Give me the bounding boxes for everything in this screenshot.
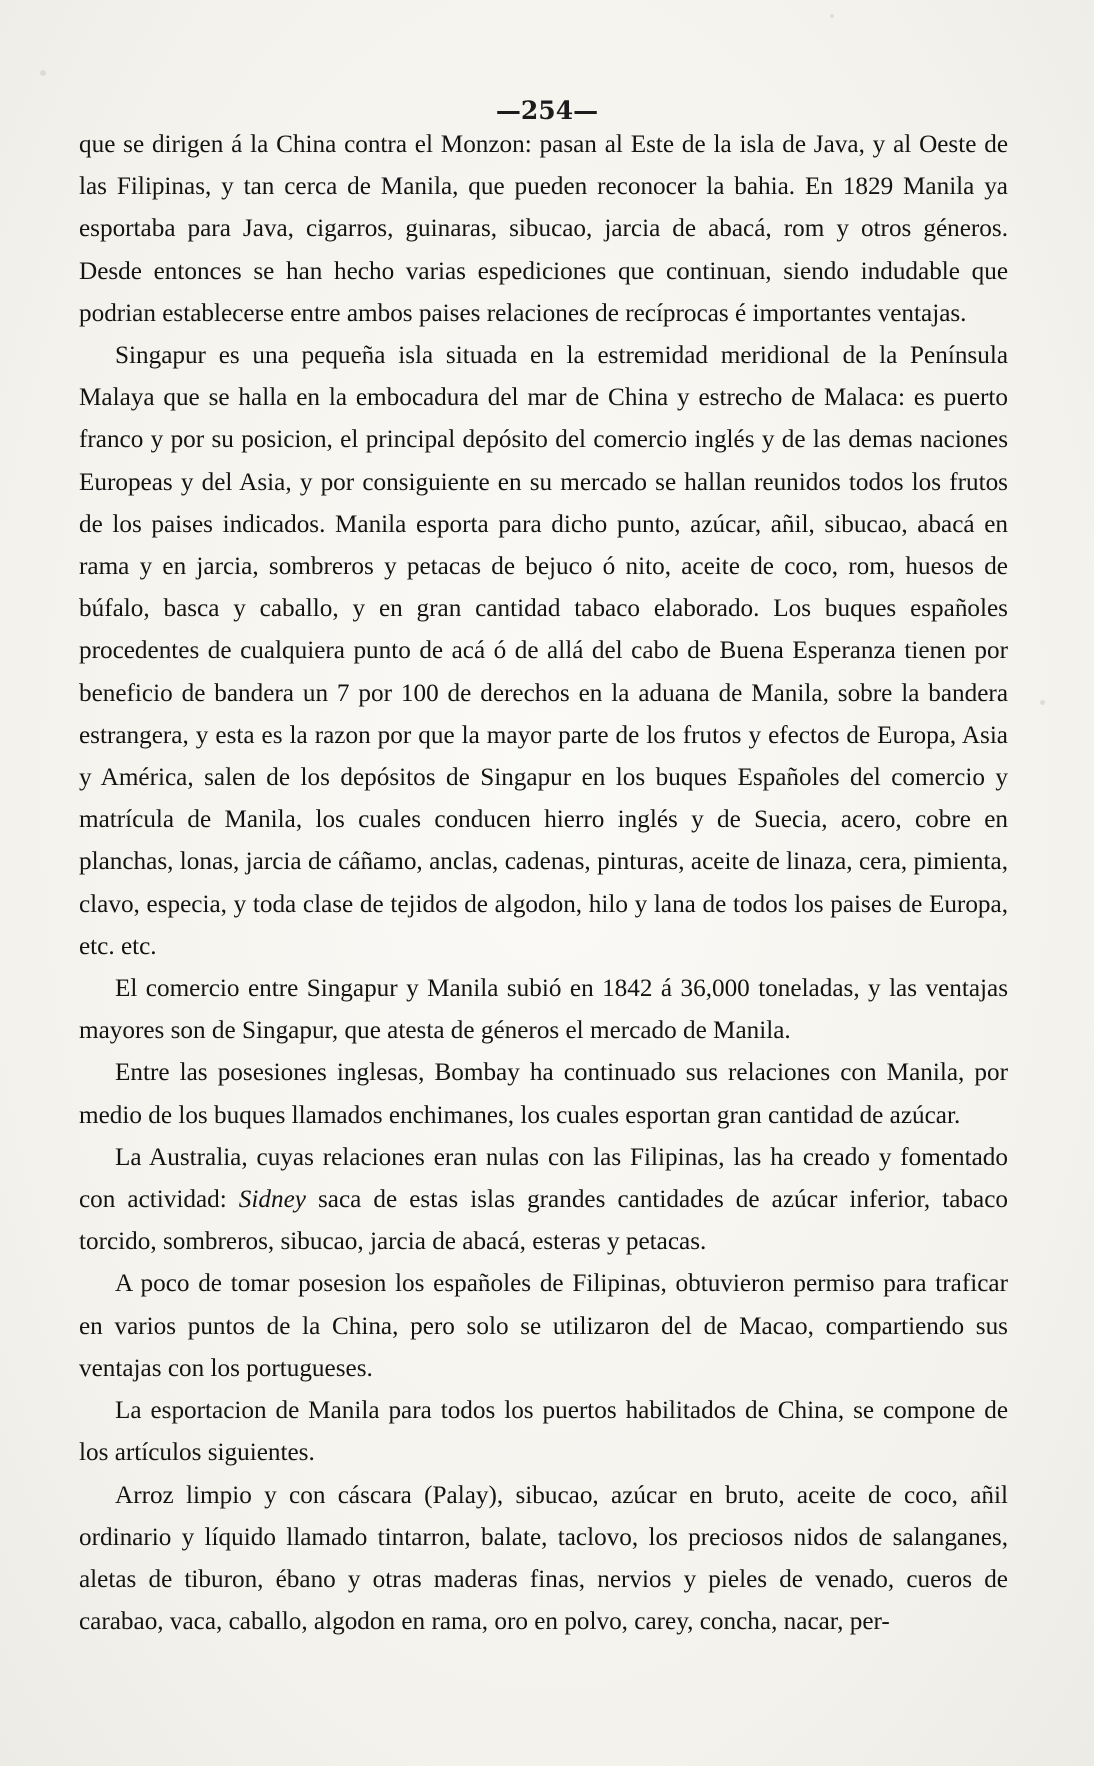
paragraph-articulos: Arroz limpio y con cáscara (Palay), sibucao, azúcar en bruto, aceite de coco, añil ordinario y líquido llamado tintarron, balate, taclovo, los preciosos nidos de salanganes, aletas de tiburon, ébano y otras maderas finas, nervios y pieles de venado, cueros de carabao, vaca, caballo, algodon en rama, oro en polvo, carey, concha, nacar, per- [79, 1481, 1008, 1636]
australia-text-before: La Australia, cuyas relaciones eran nulas con las Filipinas, las ha creado y fomentado con actividad: [79, 1143, 1008, 1214]
paragraph-australia [79, 1137, 1008, 1264]
paper-speck [830, 14, 834, 18]
sidney-italic: Sidney [238, 1186, 306, 1214]
paragraph-comercio-singapur: El comercio entre Singapur y Manila subió en 1842 á 36,000 toneladas, y las ventajas mayores son de Singapur, que atesta de géneros el mercado de Manila. [79, 975, 1008, 1045]
paragraph-singapur: Singapur es una pequeña isla situada en la estremidad meridional de la Península Malaya que se halla en la embocadura del mar de China y estrecho de Malaca: es puerto franco y por su posicion, el principal depósito del comercio inglés y de las demas naciones Europeas y del Asia, y por consiguiente en su mercado se hallan reunidos todos los frutos de los paises indicados. Manila esporta para dicho punto, azúcar, añil, sibucao, abacá en rama y en jarcia, sombreros y petacas de bejuco ó nito, aceite de coco, rom, huesos de búfalo, basca y caballo, y en gran cantidad tabaco elaborado. Los buques españoles procedentes de cualquiera punto de acá ó de allá del cabo de Buena Esperanza tienen por beneficio de bandera un 7 por 100 de derechos en la aduana de Manila, sobre la bandera estrangera, y esta es la razon por que la mayor parte de los frutos y efectos de Europa, Asia y América, salen de los depósitos de Singapur en los buques Españoles del comercio y matrícula de Manila, los cuales conducen hierro inglés y de Suecia, acero, cobre en planchas, lonas, jarcia de cáñamo, anclas, cadenas, pinturas, aceite de linaza, cera, pimienta, clavo, especia, y toda clase de tejidos de algodon, hilo y lana de todos los paises de Europa, etc. etc. [79, 342, 1008, 960]
body-text [79, 124, 1008, 1643]
paragraph-java: que se dirigen á la China contra el Monzon: pasan al Este de la isla de Java, y al Oeste de las Filipinas, y tan cerca de Manila, que pueden reconocer la bahia. En 1829 Manila ya esportaba para Java, cigarros, guinaras, sibucao, jarcia de abacá, rom y otros géneros. Desde entonces se han hecho varias espediciones que continuan, siendo indudable que podrian establecerse entre ambos paises relaciones de recíprocas é importantes ventajas. [79, 131, 1008, 327]
paper-speck [1040, 700, 1045, 705]
paragraph-china-macao: A poco de tomar posesion los españoles de Filipinas, obtuvieron permiso para traficar en varios puntos de la China, pero solo se utilizaron del de Macao, compartiendo sus ventajas con los portugueses. [79, 1270, 1008, 1382]
paper-speck [40, 70, 46, 76]
australia-text-after: saca de estas islas grandes cantidades de azúcar inferior, tabaco torcido, sombreros, sibucao, jarcia de abacá, esteras y petacas. [79, 1186, 1008, 1256]
paragraph-esportacion-china: La esportacion de Manila para todos los puertos habilitados de China, se compone de los artículos siguientes. [79, 1397, 1008, 1467]
page-number: —254— [495, 96, 599, 125]
paragraph-bombay: Entre las posesiones inglesas, Bombay ha continuado sus relaciones con Manila, por medio de los buques llamados enchimanes, los cuales esportan gran cantidad de azúcar. [79, 1059, 1008, 1129]
